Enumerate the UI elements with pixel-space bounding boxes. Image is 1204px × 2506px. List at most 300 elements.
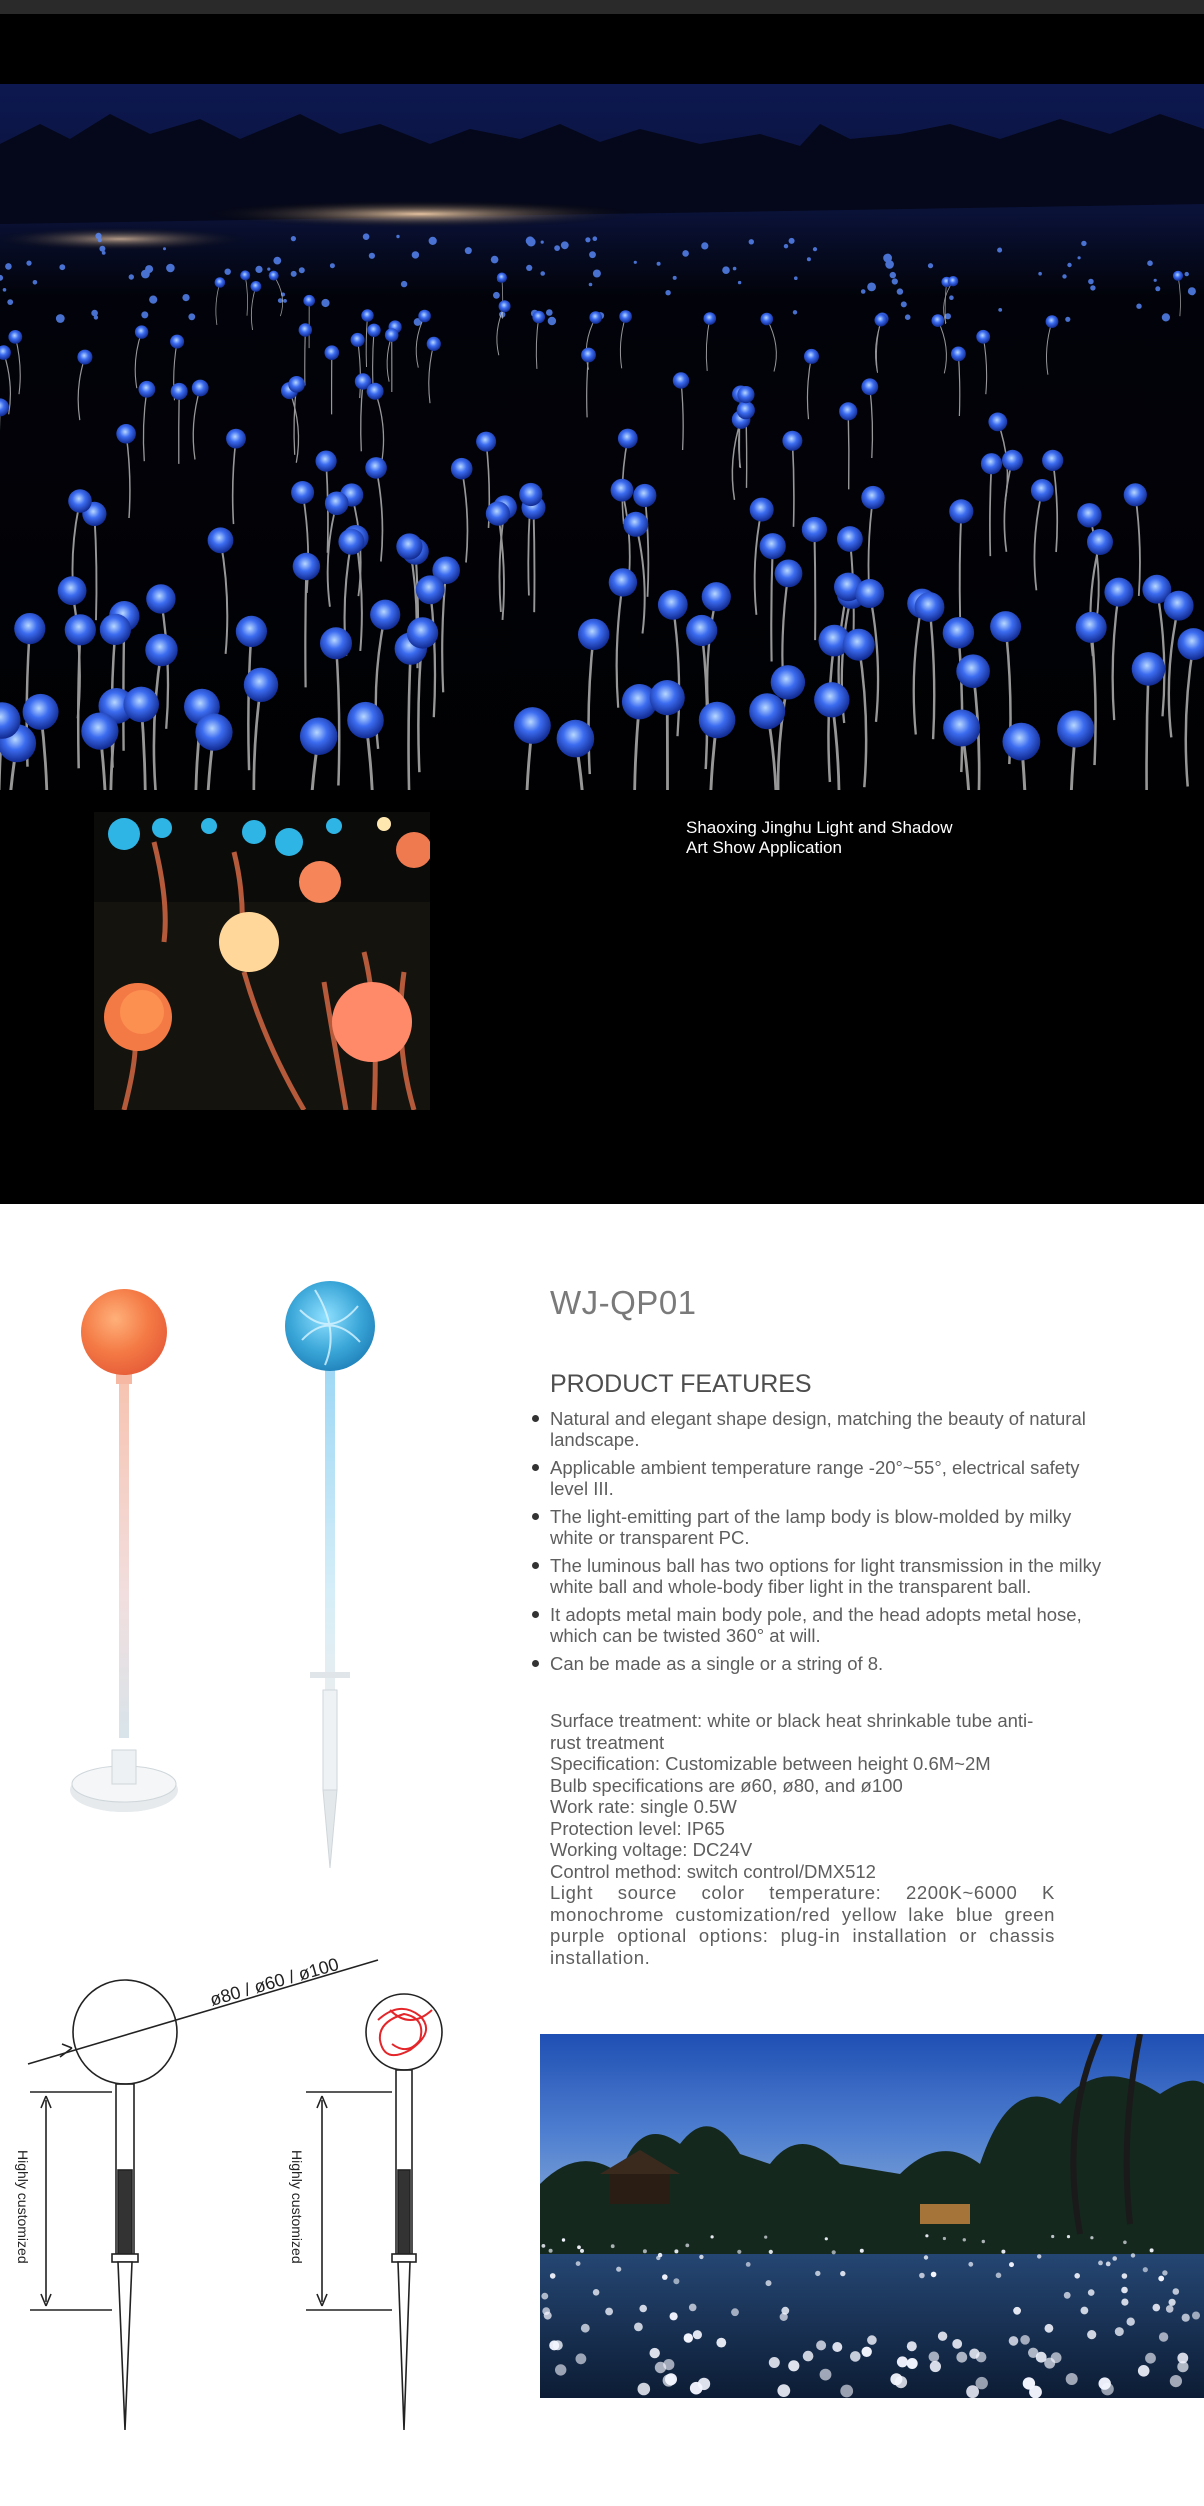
- product-model-title: WJ-QP01: [550, 1284, 697, 1321]
- glowing-bulb: [532, 311, 545, 324]
- glowing-bulb: [236, 616, 267, 647]
- distant-light: [789, 238, 795, 244]
- distant-light: [997, 248, 1002, 253]
- white-ball-light: [840, 2271, 845, 2276]
- distant-light: [102, 251, 106, 255]
- glowing-bulb: [81, 713, 118, 750]
- white-ball-light: [850, 2351, 861, 2362]
- glowing-bulb: [611, 479, 634, 502]
- bullet-icon: [532, 1562, 539, 1569]
- glowing-bulb: [139, 381, 156, 398]
- glowing-bulb: [737, 386, 754, 403]
- glowing-bulb: [1077, 503, 1101, 527]
- white-ball-light: [1121, 2299, 1128, 2306]
- white-ball-light: [982, 2240, 985, 2243]
- feature-item: The light-emitting part of the lamp body is blow-molded by milky white or transparent PC.: [530, 1506, 1110, 1548]
- glowing-bulb: [861, 486, 884, 509]
- glowing-bulb: [699, 702, 736, 739]
- lamp-stem: [305, 567, 306, 688]
- white-ball-light: [1143, 2267, 1148, 2272]
- distant-light: [465, 247, 472, 254]
- glowing-bulb: [416, 575, 445, 604]
- white-ball-light: [1112, 2256, 1117, 2261]
- white-ball-light: [638, 2383, 651, 2396]
- white-ball-light: [1192, 2312, 1200, 2320]
- distant-light: [493, 292, 500, 299]
- glowing-bulb: [981, 453, 1002, 474]
- white-ball-light: [780, 2313, 788, 2321]
- white-ball-light: [698, 2378, 710, 2390]
- glowing-bulb: [837, 526, 863, 552]
- distant-light: [363, 233, 370, 240]
- white-ball-light: [895, 2376, 907, 2388]
- glowing-bulb: [367, 383, 384, 400]
- white-ball-light: [693, 2330, 702, 2339]
- distant-light: [1081, 241, 1086, 246]
- glowing-bulb: [943, 617, 974, 648]
- distant-light: [665, 290, 670, 295]
- white-ball-light: [862, 2347, 872, 2357]
- glowing-bulb: [365, 457, 387, 479]
- distant-light: [546, 309, 553, 316]
- white-ball-light: [616, 2267, 621, 2272]
- distant-light: [701, 242, 708, 249]
- lamp-stem: [305, 330, 306, 386]
- glowing-bulb: [300, 718, 338, 756]
- glowing-bulb: [761, 313, 774, 326]
- white-ball-light: [1169, 2299, 1176, 2306]
- white-ball-light: [673, 2278, 679, 2284]
- white-ball-light: [769, 2357, 780, 2368]
- white-ball-light: [976, 2352, 987, 2363]
- white-ball-light: [1158, 2276, 1164, 2282]
- white-ball-light: [650, 2348, 660, 2358]
- white-ball-light: [832, 2342, 842, 2352]
- distant-light: [94, 315, 98, 319]
- glowing-bulb: [609, 568, 637, 596]
- spec-line: Working voltage: DC24V: [550, 1839, 753, 1860]
- spec-line: Light source color temperature: 2200K~6000 K monochrome customization/red yellow lake blue green purple optional options: plug-in installation or chassis installation.: [550, 1882, 1055, 1968]
- white-ball-light: [581, 2324, 590, 2333]
- distant-light: [593, 270, 601, 278]
- glowing-bulb: [1132, 652, 1166, 686]
- glowing-bulb: [1164, 591, 1194, 621]
- feature-item: Natural and elegant shape design, matching the beauty of natural landscape.: [530, 1408, 1110, 1450]
- white-ball-light: [1173, 2288, 1180, 2295]
- white-ball-light: [1001, 2250, 1005, 2254]
- distant-light: [784, 244, 788, 248]
- white-ball-light: [1153, 2304, 1161, 2312]
- glowing-bulb: [14, 613, 45, 644]
- glowing-bulb: [1104, 578, 1133, 607]
- caption-line-2: Art Show Application: [686, 838, 842, 857]
- lakeside-dusk-photo: [540, 2034, 1204, 2398]
- distant-light: [1155, 286, 1160, 291]
- product-lamps-illustration: [40, 1270, 440, 1880]
- white-ball-light: [639, 2305, 647, 2313]
- glowing-bulb: [123, 687, 159, 723]
- distant-light: [733, 267, 737, 271]
- glowing-bulb: [367, 324, 380, 337]
- glowing-bulb: [171, 383, 188, 400]
- glowing-bulb: [557, 720, 595, 758]
- glowing-bulb: [100, 614, 131, 645]
- white-ball-light: [1150, 2248, 1154, 2252]
- distant-light: [91, 310, 98, 317]
- distant-light: [129, 274, 134, 279]
- application-caption: [686, 818, 1006, 858]
- glowing-bulb: [702, 582, 731, 611]
- white-ball-light: [1051, 2352, 1062, 2363]
- white-ball-light: [542, 2307, 550, 2315]
- spec-line: Work rate: single 0.5W: [550, 1796, 737, 1817]
- distant-light: [369, 253, 375, 259]
- white-ball-light: [907, 2358, 918, 2369]
- dimension-drawing: [0, 1940, 480, 2440]
- white-ball-light: [1138, 2365, 1150, 2377]
- glowing-bulb: [673, 372, 689, 388]
- glowing-bulb: [932, 314, 945, 327]
- white-ball-light: [656, 2256, 660, 2260]
- white-ball-light: [956, 2352, 967, 2363]
- white-ball-light: [1028, 2348, 1038, 2358]
- white-ball-light: [731, 2308, 739, 2316]
- glowing-bulb: [619, 310, 632, 323]
- distant-light: [1088, 279, 1094, 285]
- distant-light: [634, 261, 637, 264]
- distant-light: [928, 263, 933, 268]
- white-ball-light: [674, 2249, 678, 2253]
- distant-light: [589, 283, 593, 287]
- white-ball-light: [1013, 2307, 1021, 2315]
- white-ball-light: [553, 2340, 563, 2350]
- distant-light: [1185, 272, 1189, 276]
- feature-item: It adopts metal main body pole, and the head adopts metal hose, which can be twisted 360° at will.: [530, 1604, 1110, 1646]
- distant-light: [1062, 274, 1066, 278]
- distant-light: [794, 276, 798, 280]
- feature-item: The luminous ball has two options for light transmission in the milky white ball and whole-body fiber light in the transparent ball.: [530, 1555, 1110, 1597]
- glowing-bulb: [58, 576, 87, 605]
- glowing-bulb: [8, 330, 22, 344]
- white-ball-light: [689, 2304, 697, 2312]
- glowing-bulb: [77, 350, 92, 365]
- white-ball-light: [1123, 2241, 1127, 2245]
- distant-light: [491, 256, 499, 264]
- glowing-bulb: [385, 328, 399, 342]
- white-ball-light: [764, 2236, 767, 2239]
- white-ball-light: [1088, 2289, 1095, 2296]
- glowing-bulb: [650, 680, 685, 715]
- blue-ball-lamp: [285, 1281, 375, 1868]
- white-ball-light: [766, 2280, 772, 2286]
- specifications-block: [550, 1710, 1055, 1968]
- distant-light: [166, 264, 175, 273]
- glowing-bulb: [215, 277, 226, 288]
- glowing-bulb: [251, 281, 262, 292]
- spec-line: Bulb specifications are ø60, ø80, and ø100: [550, 1774, 903, 1796]
- distant-light: [890, 272, 896, 278]
- distant-light: [892, 278, 898, 284]
- white-ball-light: [897, 2356, 908, 2367]
- feature-item: Can be made as a single or a string of 8.: [530, 1653, 1110, 1674]
- spec-line: Protection level: IP65: [550, 1817, 725, 1839]
- distant-light: [657, 262, 661, 266]
- height-label-left: Highly customized: [15, 2150, 31, 2264]
- white-ball-light: [1045, 2324, 1054, 2333]
- white-ball-light: [1037, 2254, 1041, 2258]
- glowing-bulb: [486, 502, 510, 526]
- glowing-bulb: [686, 615, 717, 646]
- glowing-bulb: [750, 498, 774, 522]
- white-ball-light: [1090, 2236, 1093, 2239]
- white-ball-light: [820, 2369, 832, 2381]
- glowing-bulb: [338, 529, 364, 555]
- glowing-bulb: [170, 335, 184, 349]
- glowing-bulb: [633, 484, 656, 507]
- distant-light: [182, 294, 189, 301]
- white-ball-light: [1029, 2386, 1042, 2398]
- spec-line: Surface treatment: white or black heat shrinkable tube anti-rust treatment: [550, 1710, 1034, 1753]
- distant-light: [291, 236, 296, 241]
- glowing-bulb: [407, 617, 438, 648]
- distant-light: [901, 301, 907, 307]
- distant-light: [1191, 291, 1195, 295]
- white-ball-light: [577, 2245, 581, 2249]
- glowing-bulb: [145, 634, 177, 666]
- white-ball-light: [1020, 2335, 1030, 2345]
- white-ball-light: [685, 2244, 689, 2248]
- glowing-bulb: [288, 376, 305, 393]
- distant-light: [722, 266, 730, 274]
- distant-light: [998, 308, 1002, 312]
- white-ball-light: [605, 2308, 613, 2316]
- distant-light: [278, 298, 283, 303]
- distant-light: [905, 314, 911, 320]
- white-ball-light: [746, 2262, 751, 2267]
- hero-night-photo: [0, 84, 1204, 790]
- white-ball-light: [952, 2339, 962, 2349]
- white-ball-light: [931, 2272, 937, 2278]
- glowing-bulb: [861, 378, 878, 395]
- top-border-bar: [0, 0, 1204, 14]
- white-ball-light: [840, 2385, 853, 2398]
- white-ball-light: [1177, 2353, 1188, 2364]
- glowing-bulb: [855, 579, 884, 608]
- glowing-bulb: [293, 553, 320, 580]
- glowing-bulb: [427, 337, 441, 351]
- distant-light: [682, 250, 689, 257]
- distant-light: [526, 265, 532, 271]
- distant-light: [867, 283, 876, 292]
- white-ball-light: [1106, 2262, 1111, 2267]
- glowing-bulb: [514, 707, 551, 744]
- white-ball-light: [825, 2237, 828, 2240]
- glowing-bulb: [782, 431, 802, 451]
- white-ball-light: [1145, 2353, 1156, 2364]
- white-ball-light: [1182, 2314, 1190, 2322]
- white-ball-light: [662, 2274, 668, 2280]
- glowing-bulb: [320, 627, 352, 659]
- distant-light: [589, 251, 596, 258]
- glowing-bulb: [519, 483, 542, 506]
- glowing-bulb: [802, 517, 827, 542]
- distant-light: [1147, 260, 1153, 266]
- inset-photo-colored-balls: [94, 812, 430, 1110]
- white-ball-light: [611, 2244, 615, 2248]
- white-ball-light: [919, 2273, 925, 2279]
- white-ball-light: [930, 2361, 941, 2372]
- glowing-bulb: [814, 682, 849, 717]
- white-ball-light: [803, 2351, 814, 2362]
- distant-light: [401, 281, 407, 287]
- glowing-bulb: [497, 273, 507, 283]
- distant-light: [1162, 313, 1170, 321]
- glowing-bulb: [915, 592, 945, 622]
- glowing-bulb: [949, 499, 973, 523]
- distant-light: [1154, 279, 1157, 282]
- white-ball-light: [1159, 2332, 1168, 2341]
- glowing-bulb: [347, 702, 384, 739]
- glowing-bulb: [208, 527, 234, 553]
- distant-light: [99, 246, 105, 252]
- distant-light: [807, 257, 811, 261]
- distant-light: [429, 237, 437, 245]
- distant-light: [225, 269, 231, 275]
- white-ball-light: [550, 2273, 556, 2279]
- bullet-icon: [532, 1464, 539, 1471]
- glowing-bulb: [226, 429, 246, 449]
- distant-light: [526, 236, 535, 245]
- height-label-right: Highly customized: [289, 2150, 305, 2264]
- distant-light: [3, 288, 7, 292]
- glowing-bulb: [370, 600, 400, 630]
- distant-light: [149, 296, 157, 304]
- white-ball-light: [938, 2332, 947, 2341]
- glowing-bulb: [875, 314, 888, 327]
- distant-light: [56, 314, 65, 323]
- distant-light: [793, 310, 797, 314]
- distant-light: [396, 235, 399, 238]
- white-ball-light: [815, 2271, 820, 2276]
- white-ball-light: [593, 2289, 600, 2296]
- distant-light: [1090, 285, 1095, 290]
- glowing-bulb: [299, 323, 312, 336]
- lamp-stem: [534, 508, 535, 613]
- white-ball-light: [576, 2353, 587, 2364]
- white-ball-light: [966, 2385, 979, 2398]
- glowing-bulb: [146, 584, 175, 613]
- distant-light: [321, 299, 329, 307]
- glowing-bulb: [476, 432, 496, 452]
- glowing-bulb: [760, 533, 786, 559]
- white-ball-light: [1009, 2336, 1019, 2346]
- features-list: [530, 1408, 1110, 1681]
- spec-line: Specification: Customizable between height 0.6M~2M: [550, 1753, 991, 1774]
- distant-light: [1136, 304, 1141, 309]
- glowing-bulb: [325, 345, 340, 360]
- white-ball-light: [1131, 2253, 1135, 2257]
- white-ball-light: [1162, 2270, 1167, 2275]
- glowing-bulb: [951, 347, 966, 362]
- white-ball-light: [925, 2234, 928, 2237]
- glowing-bulb: [1173, 271, 1183, 281]
- glowing-bulb: [623, 512, 648, 537]
- distant-light: [945, 313, 951, 319]
- glowing-bulb: [116, 424, 136, 444]
- white-ball-light: [777, 2384, 790, 2397]
- distant-light: [1065, 317, 1070, 322]
- distant-light: [163, 247, 166, 250]
- features-heading: PRODUCT FEATURES: [550, 1370, 812, 1398]
- white-ball-light: [816, 2340, 826, 2350]
- glowing-bulb: [843, 629, 875, 661]
- white-ball-light: [663, 2374, 675, 2386]
- glowing-bulb: [948, 276, 958, 286]
- spec-line: Control method: switch control/DMX512: [550, 1860, 876, 1882]
- glowing-bulb: [775, 560, 803, 588]
- glowing-bulb: [976, 330, 990, 344]
- bullet-icon: [532, 1513, 539, 1520]
- white-ball-light: [1166, 2305, 1174, 2313]
- caption-line-1: Shaoxing Jinghu Light and Shadow: [686, 818, 953, 837]
- glowing-bulb: [988, 413, 1007, 432]
- glowing-bulb: [269, 271, 279, 281]
- glowing-bulb: [1057, 710, 1094, 747]
- distant-light: [541, 241, 544, 244]
- distant-light: [188, 313, 195, 320]
- white-ball-light: [1098, 2261, 1103, 2266]
- glowing-bulb: [618, 429, 638, 449]
- distant-light: [738, 281, 741, 284]
- white-ball-light: [996, 2273, 1002, 2279]
- bullet-icon: [532, 1660, 539, 1667]
- white-ball-light: [549, 2249, 553, 2253]
- glowing-bulb: [418, 310, 431, 323]
- distant-light: [540, 271, 545, 276]
- glowing-bulb: [1076, 612, 1107, 643]
- distant-light: [1038, 272, 1042, 276]
- distant-light: [299, 267, 305, 273]
- white-ball-light: [929, 2352, 940, 2363]
- glowing-bulb: [1002, 450, 1023, 471]
- distant-light: [561, 241, 569, 249]
- lamp-stem: [848, 411, 849, 489]
- distant-light: [26, 261, 31, 266]
- white-ball-light: [943, 2237, 946, 2240]
- diameter-label: ø80 / ø60 / ø100: [207, 1953, 342, 2010]
- distant-light: [5, 263, 12, 270]
- glowing-bulb: [65, 614, 96, 645]
- white-ball-light: [1127, 2318, 1135, 2326]
- glowing-bulb: [589, 311, 602, 324]
- bullet-icon: [532, 1415, 539, 1422]
- glowing-bulb: [135, 325, 148, 338]
- white-ball-light: [968, 2262, 973, 2267]
- distant-light: [673, 276, 677, 280]
- distant-light: [95, 233, 101, 239]
- glowing-bulb: [23, 694, 59, 730]
- distant-light: [813, 247, 817, 251]
- white-ball-light: [1067, 2235, 1070, 2238]
- distant-light: [1078, 256, 1081, 259]
- white-ball-light: [1122, 2273, 1128, 2279]
- distant-light: [59, 264, 65, 270]
- white-ball-light: [541, 2293, 548, 2300]
- distant-light: [749, 239, 754, 244]
- white-ball-light: [555, 2364, 566, 2375]
- white-ball-light: [1170, 2375, 1182, 2387]
- distant-light: [548, 317, 556, 325]
